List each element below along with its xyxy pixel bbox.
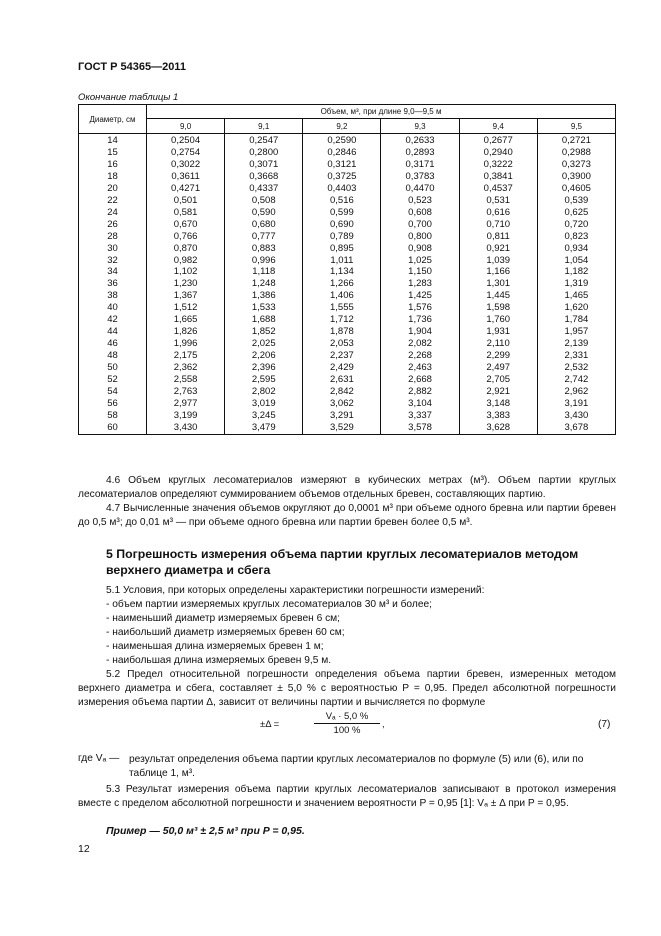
volume-cell: 0,599 [303, 207, 381, 219]
volume-cell: 0,700 [381, 219, 459, 231]
length-header-cell: 9,1 [225, 119, 303, 134]
volume-cell: 2,962 [537, 386, 615, 398]
volume-cell: 1,996 [147, 338, 225, 350]
page-number: 12 [78, 843, 90, 855]
volume-cell: 1,852 [225, 326, 303, 338]
volume-cell: 0,4337 [225, 183, 303, 195]
volume-cell: 0,3121 [303, 159, 381, 171]
volume-cell: 1,555 [303, 302, 381, 314]
diameter-cell: 40 [79, 302, 147, 314]
table-row [79, 219, 616, 231]
length-header-cell: 9,2 [303, 119, 381, 134]
volume-cell: 1,150 [381, 266, 459, 278]
volume-cell: 0,720 [537, 219, 615, 231]
volume-cell: 0,908 [381, 243, 459, 255]
table-row [79, 350, 616, 362]
volume-cell: 3,245 [225, 410, 303, 422]
volume-cell: 0,670 [147, 219, 225, 231]
volume-cell: 0,2940 [459, 147, 537, 159]
volume-cell: 2,463 [381, 362, 459, 374]
diameter-cell: 58 [79, 410, 147, 422]
volume-cell: 0,2988 [537, 147, 615, 159]
list-item: - объем партии измеряемых круглых лесоматериалов 30 м³ и более; [106, 599, 432, 610]
diameter-cell: 28 [79, 231, 147, 243]
volume-table [78, 104, 616, 435]
volume-cell: 0,895 [303, 243, 381, 255]
volume-cell: 0,3783 [381, 171, 459, 183]
paragraph-4-7: 4.7 Вычисленные значения объемов округляют до 0,0001 м³ при объеме одного бревна или партии бревен до 0,5 м³; до 0,01 м³ — при объеме одного бревна или партии бревен более 0,5 м³. [78, 503, 616, 528]
length-header-cell: 9,4 [459, 119, 537, 134]
volume-cell: 0,590 [225, 207, 303, 219]
volume-cell: 0,4403 [303, 183, 381, 195]
diameter-header: Диаметр, см [79, 105, 147, 134]
table-row [79, 255, 616, 267]
list-item: - наименьший диаметр измеряемых бревен 6 см; [106, 613, 341, 624]
formula-number: (7) [598, 719, 611, 730]
volume-cell: 0,766 [147, 231, 225, 243]
volume-cell: 0,3071 [225, 159, 303, 171]
volume-cell: 0,516 [303, 195, 381, 207]
document-header: ГОСТ Р 54365—2011 [78, 61, 186, 73]
volume-cell: 3,148 [459, 398, 537, 410]
diameter-cell: 26 [79, 219, 147, 231]
volume-cell: 1,301 [459, 278, 537, 290]
volume-cell: 1,248 [225, 278, 303, 290]
paragraph-4-6: 4.6 Объем круглых лесоматериалов измеряют в кубических метрах (м³). Объем партии круглых лесоматериалов определяют суммированием объемов отдельных бревен, составляющих партию. [78, 475, 616, 500]
volume-cell: 0,777 [225, 231, 303, 243]
volume-cell: 0,608 [381, 207, 459, 219]
diameter-cell: 34 [79, 266, 147, 278]
volume-cell: 1,598 [459, 302, 537, 314]
volume-cell: 0,523 [381, 195, 459, 207]
length-header-cell: 9,5 [537, 119, 615, 134]
volume-cell: 2,977 [147, 398, 225, 410]
example-text: Пример — 50,0 м³ ± 2,5 м³ при P = 0,95. [106, 825, 305, 837]
diameter-cell: 24 [79, 207, 147, 219]
volume-cell: 0,921 [459, 243, 537, 255]
length-header-row [79, 119, 616, 134]
table-caption: Окончание таблицы 1 [78, 92, 179, 103]
volume-cell: 3,529 [303, 422, 381, 434]
volume-cell: 2,396 [225, 362, 303, 374]
volume-cell: 0,531 [459, 195, 537, 207]
volume-cell: 0,2846 [303, 147, 381, 159]
volume-cell: 3,337 [381, 410, 459, 422]
volume-cell: 1,904 [381, 326, 459, 338]
volume-cell: 1,011 [303, 255, 381, 267]
volume-cell: 1,712 [303, 314, 381, 326]
volume-cell: 2,763 [147, 386, 225, 398]
table-row [79, 422, 616, 434]
volume-cell: 2,882 [381, 386, 459, 398]
volume-cell: 0,539 [537, 195, 615, 207]
diameter-cell: 30 [79, 243, 147, 255]
formula-comma: , [382, 719, 385, 730]
volume-cell: 0,823 [537, 231, 615, 243]
volume-cell: 0,2677 [459, 134, 537, 147]
diameter-cell: 38 [79, 290, 147, 302]
diameter-cell: 32 [79, 255, 147, 267]
volume-cell: 0,934 [537, 243, 615, 255]
volume-cell: 1,025 [381, 255, 459, 267]
volume-cell: 1,054 [537, 255, 615, 267]
diameter-cell: 56 [79, 398, 147, 410]
volume-cell: 0,2633 [381, 134, 459, 147]
formula-fraction [314, 711, 380, 736]
volume-cell: 2,742 [537, 374, 615, 386]
diameter-cell: 36 [79, 278, 147, 290]
volume-cell: 1,512 [147, 302, 225, 314]
paragraph-5-3: 5.3 Результат измерения объема партии круглых лесоматериалов записывают в протокол измерения вместе с пределом абсолютной погрешности и значением вероятности P = 0,95 [1]: Vₐ ± Δ при P = 0,95. [78, 784, 616, 809]
table-row [79, 386, 616, 398]
volume-cell: 0,2721 [537, 134, 615, 147]
volume-cell: 1,425 [381, 290, 459, 302]
volume-cell: 0,3171 [381, 159, 459, 171]
volume-cell: 2,331 [537, 350, 615, 362]
diameter-cell: 18 [79, 171, 147, 183]
volume-cell: 2,299 [459, 350, 537, 362]
volume-cell: 0,581 [147, 207, 225, 219]
volume-cell: 3,628 [459, 422, 537, 434]
volume-cell: 1,878 [303, 326, 381, 338]
section-5-title: 5 Погрешность измерения объема партии круглых лесоматериалов методом верхнего диаметра и сбега [106, 547, 579, 577]
length-header-cell: 9,0 [147, 119, 225, 134]
volume-cell: 0,870 [147, 243, 225, 255]
volume-cell: 2,532 [537, 362, 615, 374]
volume-cell: 0,3668 [225, 171, 303, 183]
diameter-cell: 15 [79, 147, 147, 159]
volume-cell: 2,802 [225, 386, 303, 398]
list-item: - наибольшая длина измеряемых бревен 9,5 м. [106, 655, 332, 666]
paragraph-5-2: 5.2 Предел относительной погрешности определения объема партии бревен, измеренных методом верхнего диаметра и сбега, составляет ± 5,0 % с вероятностью P = 0,95. Предел абсолютной погрешности измерения объема партии Δ, зависит от величины партии и вычисляется по формуле [78, 669, 616, 708]
diameter-cell: 46 [79, 338, 147, 350]
table-row [79, 338, 616, 350]
volume-cell: 0,4605 [537, 183, 615, 195]
volume-cell: 0,2893 [381, 147, 459, 159]
volume-cell: 1,386 [225, 290, 303, 302]
volume-cell: 0,690 [303, 219, 381, 231]
volume-cell: 2,175 [147, 350, 225, 362]
table-row [79, 362, 616, 374]
volume-cell: 3,199 [147, 410, 225, 422]
volume-cell: 0,2754 [147, 147, 225, 159]
volume-cell: 0,2547 [225, 134, 303, 147]
volume-cell: 1,665 [147, 314, 225, 326]
table-row [79, 302, 616, 314]
volume-cell: 0,508 [225, 195, 303, 207]
volume-cell: 0,3611 [147, 171, 225, 183]
volume-cell: 1,406 [303, 290, 381, 302]
volume-cell: 3,578 [381, 422, 459, 434]
table-body [79, 134, 616, 435]
where-text: результат определения объема партии круглых лесоматериалов по формуле (5) или (6), или по таблице 1, м³. [129, 754, 584, 779]
table-row [79, 278, 616, 290]
volume-cell: 2,139 [537, 338, 615, 350]
table-row [79, 183, 616, 195]
diameter-cell: 20 [79, 183, 147, 195]
volume-cell: 2,053 [303, 338, 381, 350]
formula-denominator: 100 % [333, 725, 361, 736]
table-row [79, 159, 616, 171]
table-row [79, 243, 616, 255]
volume-cell: 2,237 [303, 350, 381, 362]
volume-cell: 0,680 [225, 219, 303, 231]
volume-cell: 1,118 [225, 266, 303, 278]
volume-cell: 2,110 [459, 338, 537, 350]
volume-cell: 3,062 [303, 398, 381, 410]
diameter-cell: 22 [79, 195, 147, 207]
volume-cell: 0,3222 [459, 159, 537, 171]
length-header-cell: 9,3 [381, 119, 459, 134]
diameter-cell: 50 [79, 362, 147, 374]
volume-cell: 1,620 [537, 302, 615, 314]
table-row [79, 290, 616, 302]
volume-cell: 0,3273 [537, 159, 615, 171]
volume-cell: 0,2800 [225, 147, 303, 159]
volume-cell: 1,134 [303, 266, 381, 278]
volume-cell: 0,710 [459, 219, 537, 231]
volume-cell: 3,291 [303, 410, 381, 422]
volume-cell: 0,3022 [147, 159, 225, 171]
volume-cell: 3,430 [537, 410, 615, 422]
diameter-cell: 48 [79, 350, 147, 362]
diameter-cell: 52 [79, 374, 147, 386]
table-row [79, 326, 616, 338]
volume-cell: 2,362 [147, 362, 225, 374]
formula-lhs: ±Δ = [260, 719, 280, 730]
table-row [79, 207, 616, 219]
volume-cell: 2,921 [459, 386, 537, 398]
volume-cell: 0,616 [459, 207, 537, 219]
volume-cell: 0,3900 [537, 171, 615, 183]
volume-cell: 0,982 [147, 255, 225, 267]
volume-cell: 1,576 [381, 302, 459, 314]
volume-cell: 0,996 [225, 255, 303, 267]
volume-cell: 1,266 [303, 278, 381, 290]
volume-cell: 1,166 [459, 266, 537, 278]
volume-cell: 1,826 [147, 326, 225, 338]
diameter-cell: 42 [79, 314, 147, 326]
volume-cell: 2,025 [225, 338, 303, 350]
volume-cell: 0,4271 [147, 183, 225, 195]
table-row [79, 147, 616, 159]
volume-cell: 3,383 [459, 410, 537, 422]
volume-cell: 1,319 [537, 278, 615, 290]
diameter-cell: 14 [79, 134, 147, 147]
volume-cell: 2,705 [459, 374, 537, 386]
volume-cell: 3,104 [381, 398, 459, 410]
volume-cell: 2,668 [381, 374, 459, 386]
volume-cell: 1,736 [381, 314, 459, 326]
volume-cell: 1,931 [459, 326, 537, 338]
where-label: где Vₐ — [78, 753, 120, 764]
paragraph-5-1: 5.1 Условия, при которых определены характеристики погрешности измерений: [106, 585, 485, 596]
table-row [79, 231, 616, 243]
volume-cell: 2,497 [459, 362, 537, 374]
table-row [79, 134, 616, 147]
volume-cell: 0,800 [381, 231, 459, 243]
volume-cell: 2,268 [381, 350, 459, 362]
diameter-cell: 44 [79, 326, 147, 338]
volume-cell: 0,883 [225, 243, 303, 255]
volume-header: Объем, м³, при длине 9,0—9,5 м [147, 105, 616, 119]
volume-cell: 3,019 [225, 398, 303, 410]
volume-cell: 1,533 [225, 302, 303, 314]
table-row [79, 410, 616, 422]
list-item: - наибольший диаметр измеряемых бревен 60 см; [106, 627, 345, 638]
volume-cell: 1,465 [537, 290, 615, 302]
volume-cell: 0,2504 [147, 134, 225, 147]
volume-cell: 1,039 [459, 255, 537, 267]
diameter-cell: 16 [79, 159, 147, 171]
list-item: - наименьшая длина измеряемых бревен 1 м; [106, 641, 324, 652]
volume-cell: 0,4537 [459, 183, 537, 195]
volume-cell: 1,182 [537, 266, 615, 278]
volume-cell: 2,595 [225, 374, 303, 386]
volume-cell: 2,558 [147, 374, 225, 386]
table-row [79, 398, 616, 410]
volume-cell: 3,430 [147, 422, 225, 434]
volume-cell: 1,957 [537, 326, 615, 338]
volume-cell: 3,678 [537, 422, 615, 434]
volume-cell: 0,789 [303, 231, 381, 243]
volume-cell: 1,445 [459, 290, 537, 302]
volume-cell: 0,2590 [303, 134, 381, 147]
volume-cell: 2,842 [303, 386, 381, 398]
volume-cell: 1,760 [459, 314, 537, 326]
volume-cell: 1,688 [225, 314, 303, 326]
volume-cell: 2,082 [381, 338, 459, 350]
conditions-list [106, 598, 432, 668]
volume-cell: 1,283 [381, 278, 459, 290]
diameter-cell: 60 [79, 422, 147, 434]
table-row [79, 314, 616, 326]
volume-cell: 2,631 [303, 374, 381, 386]
table-row [79, 374, 616, 386]
volume-cell: 1,367 [147, 290, 225, 302]
volume-cell: 1,784 [537, 314, 615, 326]
table-row [79, 195, 616, 207]
volume-cell: 0,501 [147, 195, 225, 207]
volume-cell: 0,3841 [459, 171, 537, 183]
volume-cell: 1,102 [147, 266, 225, 278]
volume-cell: 2,429 [303, 362, 381, 374]
volume-cell: 0,625 [537, 207, 615, 219]
volume-cell: 0,3725 [303, 171, 381, 183]
volume-cell: 3,479 [225, 422, 303, 434]
volume-cell: 0,4470 [381, 183, 459, 195]
diameter-cell: 54 [79, 386, 147, 398]
volume-cell: 2,206 [225, 350, 303, 362]
volume-cell: 1,230 [147, 278, 225, 290]
volume-cell: 3,191 [537, 398, 615, 410]
table-row [79, 266, 616, 278]
table-row [79, 171, 616, 183]
volume-cell: 0,811 [459, 231, 537, 243]
formula-numerator: Vₐ · 5,0 % [314, 711, 380, 724]
